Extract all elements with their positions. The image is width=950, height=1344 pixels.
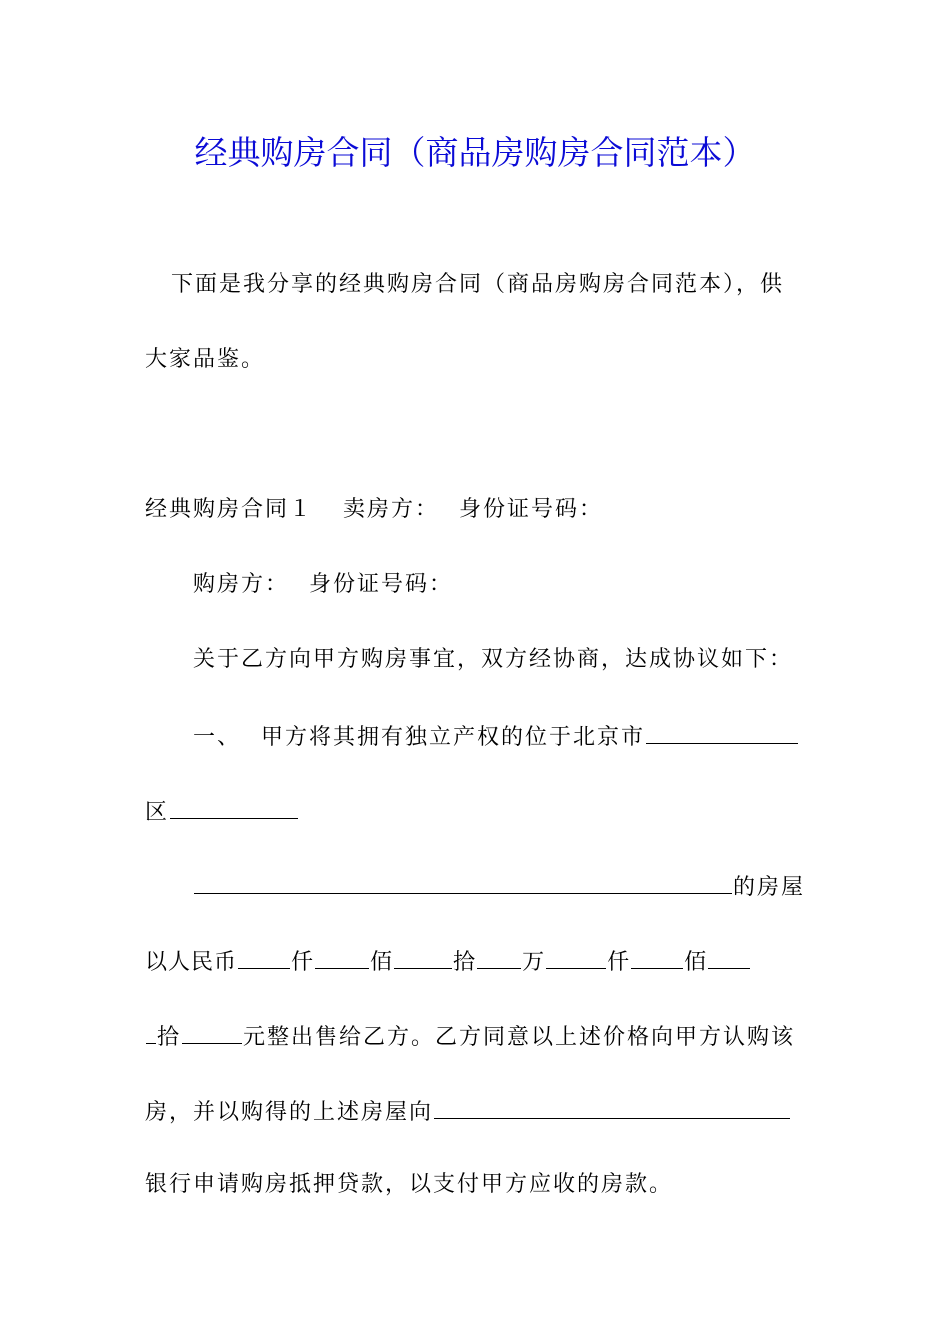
unit-bai-1: 佰 (370, 950, 394, 975)
sale-text: 元整出售给乙方。乙方同意以上述价格向甲方认购该 (243, 1025, 796, 1050)
clause-1-text: 甲方将其拥有独立产权的位于北京市 (261, 725, 646, 750)
bank-name-blank[interactable] (434, 1092, 790, 1119)
loan-purpose-line (145, 1167, 673, 1203)
price-blank-7[interactable] (708, 942, 750, 969)
loan-text: 银行申请购房抵押贷款，以支付甲方应收的房款。 (145, 1172, 674, 1197)
rmb-prefix: 以人民币 (145, 950, 238, 975)
intro-line-2 (145, 342, 265, 378)
price-line (145, 942, 751, 981)
intro-line-1 (171, 267, 784, 303)
price-blank-1[interactable] (238, 942, 290, 969)
district-label: 区 (145, 800, 170, 825)
buyer-id-label: 身份证号码： (309, 572, 454, 597)
price-blank-6[interactable] (631, 942, 683, 969)
intro-text-1: 下面是我分享的经典购房合同（商品房购房合同范本），供 (171, 272, 785, 297)
sale-line (145, 1017, 795, 1056)
house-suffix: 的房屋 (733, 875, 806, 900)
intro-text-2: 大家品鉴。 (145, 347, 266, 372)
unit-qian-1: 仟 (291, 950, 315, 975)
contract-heading: 经典购房合同１ (145, 497, 314, 522)
seller-label: 卖房方： (343, 497, 440, 522)
preamble-line (193, 642, 793, 678)
price-blank-5[interactable] (546, 942, 606, 969)
unit-shi-2: 拾 (157, 1025, 182, 1050)
unit-wan: 万 (522, 950, 546, 975)
unit-shi-1: 拾 (453, 950, 477, 975)
price-blank-4[interactable] (477, 942, 521, 969)
unit-bai-2: 佰 (684, 950, 708, 975)
contract-heading-line (145, 492, 603, 528)
price-blank-3[interactable] (394, 942, 452, 969)
house-address-blank[interactable] (194, 867, 732, 894)
loan-line (145, 1092, 791, 1131)
price-blank-7-cont[interactable] (146, 1017, 156, 1044)
seller-id-label: 身份证号码： (459, 497, 604, 522)
price-blank-2[interactable] (315, 942, 369, 969)
house-line (193, 867, 805, 906)
district-line (145, 792, 299, 831)
loan-prefix: 房，并以购得的上述房屋向 (145, 1100, 434, 1125)
buyer-label: 购房方： (193, 572, 290, 597)
document-title: 经典购房合同（商品房购房合同范本） (194, 133, 756, 172)
price-blank-8[interactable] (182, 1017, 242, 1044)
city-address-blank[interactable] (646, 717, 798, 744)
unit-qian-2: 仟 (607, 950, 631, 975)
clause-1-line (193, 717, 799, 756)
buyer-line (193, 567, 453, 603)
preamble-text: 关于乙方向甲方购房事宜，双方经协商，达成协议如下： (193, 647, 794, 672)
district-blank[interactable] (170, 792, 298, 819)
clause-1-number: 一、 (193, 725, 242, 750)
